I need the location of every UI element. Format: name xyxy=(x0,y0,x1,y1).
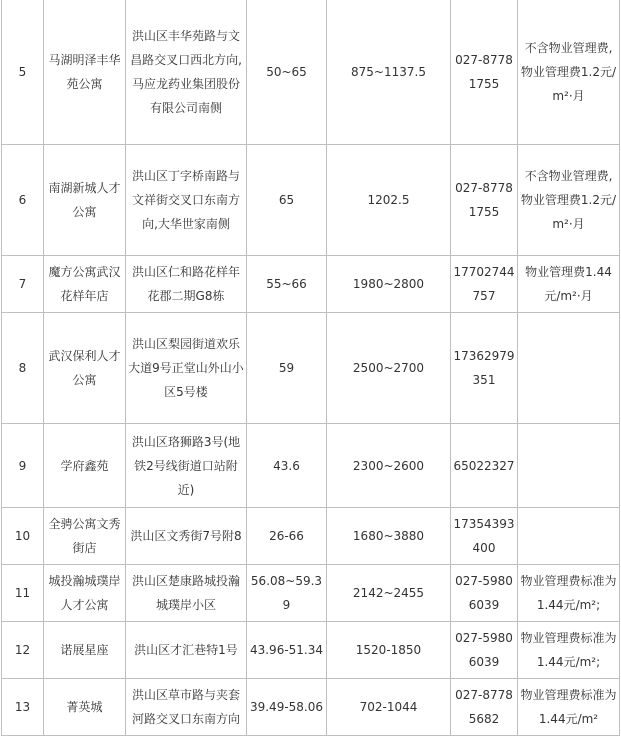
row-number: 11 xyxy=(2,565,44,622)
apartment-area: 50~65 xyxy=(247,0,327,145)
apartment-phone: 65022327 xyxy=(451,424,518,508)
apartment-area: 56.08~59.39 xyxy=(247,565,327,622)
apartment-area: 43.6 xyxy=(247,424,327,508)
apartment-note: 不含物业管理费,物业管理费1.2元/m²·月 xyxy=(518,0,620,145)
apartment-note: 不含物业管理费,物业管理费1.2元/m²·月 xyxy=(518,145,620,256)
apartment-address: 洪山区丰华苑路与文昌路交叉口西北方向,马应龙药业集团股份有限公司南侧 xyxy=(126,0,247,145)
apartment-area: 26-66 xyxy=(247,508,327,565)
table-row xyxy=(2,565,620,622)
apartment-note xyxy=(518,313,620,424)
apartment-name: 菁英城 xyxy=(44,679,126,736)
apartment-area: 55~66 xyxy=(247,256,327,313)
apartment-name: 武汉保利人才公寓 xyxy=(44,313,126,424)
row-number: 8 xyxy=(2,313,44,424)
row-number: 12 xyxy=(2,622,44,679)
apartment-note xyxy=(518,424,620,508)
apartment-note: 物业管理费标准为1.44元/m²; xyxy=(518,565,620,622)
apartment-note: 物业管理费1.44元/m²·月 xyxy=(518,256,620,313)
apartment-rent: 1980~2800 xyxy=(327,256,451,313)
apartment-phone: 17362979351 xyxy=(451,313,518,424)
apartment-phone: 027-87781755 xyxy=(451,145,518,256)
table-row xyxy=(2,679,620,736)
table-row xyxy=(2,256,620,313)
apartment-phone: 027-59806039 xyxy=(451,565,518,622)
apartment-rent: 2300~2600 xyxy=(327,424,451,508)
apartment-table xyxy=(1,0,620,736)
apartment-address: 洪山区仁和路花样年花郡二期G8栋 xyxy=(126,256,247,313)
apartment-address: 洪山区丁字桥南路与文祥街交叉口东南方向,大华世家南侧 xyxy=(126,145,247,256)
apartment-rent: 2500~2700 xyxy=(327,313,451,424)
apartment-phone: 027-59806039 xyxy=(451,622,518,679)
apartment-address: 洪山区草市路与夹套河路交叉口东南方向 xyxy=(126,679,247,736)
apartment-area: 43.96-51.34 xyxy=(247,622,327,679)
apartment-rent: 1520-1850 xyxy=(327,622,451,679)
row-number: 13 xyxy=(2,679,44,736)
apartment-rent: 1680~3880 xyxy=(327,508,451,565)
row-number: 5 xyxy=(2,0,44,145)
apartment-name: 学府鑫苑 xyxy=(44,424,126,508)
apartment-note xyxy=(518,508,620,565)
table-row xyxy=(2,0,620,145)
apartment-name: 南湖新城人才公寓 xyxy=(44,145,126,256)
table-row xyxy=(2,145,620,256)
apartment-phone: 027-87785682 xyxy=(451,679,518,736)
apartment-name: 城投瀚城璞岸人才公寓 xyxy=(44,565,126,622)
apartment-note: 物业管理费标准为1.44元/m² xyxy=(518,679,620,736)
apartment-area: 65 xyxy=(247,145,327,256)
table-row xyxy=(2,313,620,424)
apartment-address: 洪山区文秀街7号附8 xyxy=(126,508,247,565)
apartment-name: 全骋公寓文秀街店 xyxy=(44,508,126,565)
apartment-phone: 17702744757 xyxy=(451,256,518,313)
table-row xyxy=(2,508,620,565)
table-row xyxy=(2,622,620,679)
apartment-area: 39.49-58.06 xyxy=(247,679,327,736)
table-row xyxy=(2,424,620,508)
apartment-rent: 1202.5 xyxy=(327,145,451,256)
row-number: 9 xyxy=(2,424,44,508)
apartment-name: 诺展星座 xyxy=(44,622,126,679)
apartment-note: 物业管理费标准为1.44元/m²; xyxy=(518,622,620,679)
apartment-rent: 875~1137.5 xyxy=(327,0,451,145)
apartment-address: 洪山区才汇巷特1号 xyxy=(126,622,247,679)
apartment-phone: 027-87781755 xyxy=(451,0,518,145)
apartment-address: 洪山区梨园街道欢乐大道9号正堂山外山小区5号楼 xyxy=(126,313,247,424)
apartment-phone: 17354393400 xyxy=(451,508,518,565)
row-number: 6 xyxy=(2,145,44,256)
apartment-address: 洪山区楚康路城投瀚城璞岸小区 xyxy=(126,565,247,622)
row-number: 7 xyxy=(2,256,44,313)
apartment-rent: 702-1044 xyxy=(327,679,451,736)
apartment-area: 59 xyxy=(247,313,327,424)
apartment-rent: 2142~2455 xyxy=(327,565,451,622)
apartment-name: 马湖明泽丰华苑公寓 xyxy=(44,0,126,145)
row-number: 10 xyxy=(2,508,44,565)
apartment-name: 魔方公寓武汉花样年店 xyxy=(44,256,126,313)
apartment-address: 洪山区珞狮路3号(地铁2号线街道口站附近) xyxy=(126,424,247,508)
